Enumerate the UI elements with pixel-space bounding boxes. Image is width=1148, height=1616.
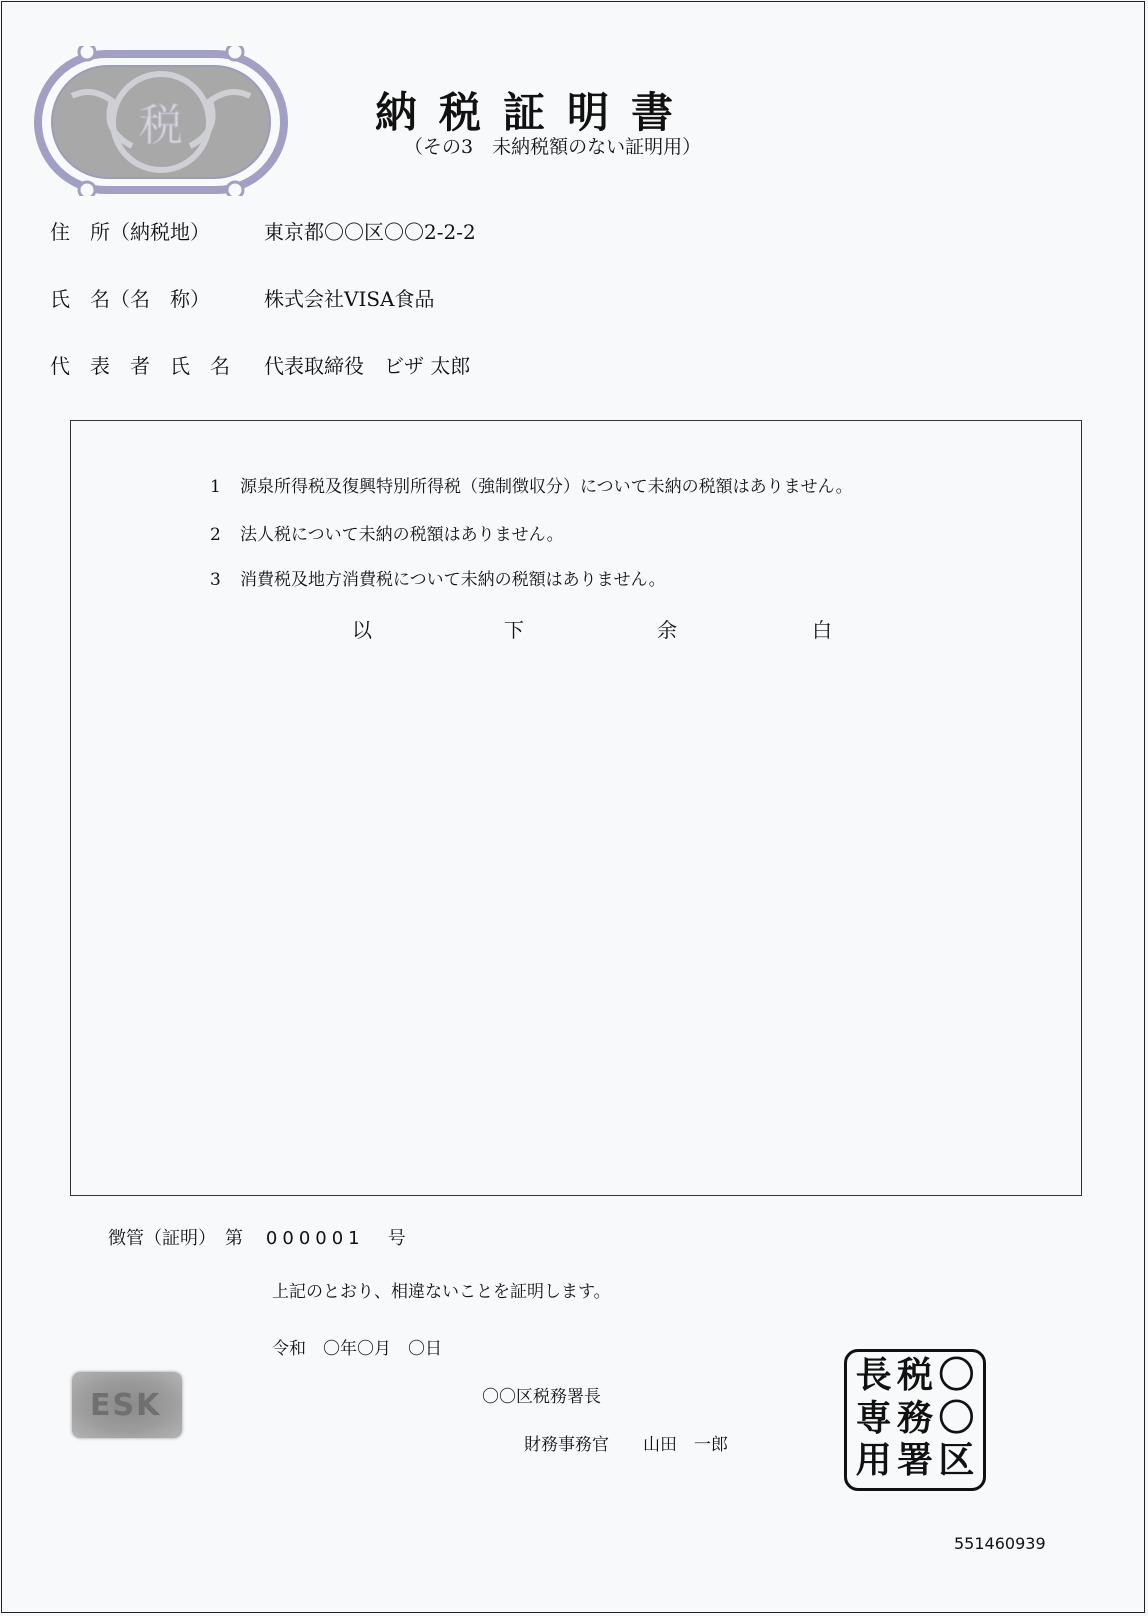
remainder-char: 以 [352,618,372,642]
official-stamp [844,1349,986,1491]
remainder-char: 下 [504,618,524,642]
certificate-number-suffix: 号 [387,1228,406,1249]
statement-text: 消費税及地方消費税について未納の税額はありません。 [240,570,666,590]
certificate-number-line [108,1224,406,1250]
statement-text: 源泉所得税及復興特別所得税（強制徴収分）について未納の税額はありません。 [240,477,853,497]
document-subtitle: （その3 未納税額のない証明用） [404,136,702,158]
hologram-seal-text: ESK [90,1388,162,1423]
stamp-char: 専 [855,1397,892,1439]
stamp-char: 税 [896,1355,933,1396]
stamp-char: 長 [855,1355,892,1396]
statement-number: 1 [210,477,221,497]
tax-emblem-icon [32,46,290,196]
statement-item [210,520,564,545]
representative-value: 代表取締役 ビザ 太郎 [264,354,471,378]
stamp-char: 務 [896,1397,933,1439]
address-label: 住 所（納税地） [50,220,210,244]
hologram-seal [72,1372,182,1438]
certificate-page [1,1,1145,1613]
emblem-char: 税 [139,100,183,151]
statement-number: 2 [210,525,221,545]
attestation-text: 上記のとおり、相違ないことを証明します。 [272,1282,611,1302]
stamp-char: 署 [896,1440,933,1482]
tax-emblem [32,46,290,196]
stamp-char: 区 [938,1440,975,1482]
statement-item [210,565,666,590]
document-title: 納税証明書 [375,88,696,137]
statement-item [210,472,853,497]
statement-number: 3 [210,570,221,590]
address-value: 東京都〇〇区〇〇2-2-2 [264,220,476,244]
issue-date: 令和 〇年〇月 〇日 [272,1339,442,1359]
statement-text: 法人税について未納の税額はありません。 [240,525,564,545]
stamp-char: 〇 [938,1397,975,1439]
name-label: 氏 名（名 称） [50,287,210,311]
issuing-office: 〇〇区税務署長 [482,1387,601,1407]
stamp-char: 用 [855,1440,892,1482]
remainder-char: 白 [812,618,832,642]
certificate-number: 000001 [265,1228,365,1249]
stamp-char: 〇 [938,1355,975,1396]
serial-number: 551460939 [954,1534,1046,1553]
certificate-number-prefix: 徴管（証明） 第 [108,1228,243,1249]
remainder-char: 余 [657,618,677,642]
representative-label: 代 表 者 氏 名 [50,354,230,378]
issuing-officer: 財務事務官 山田 一郎 [524,1435,728,1455]
name-value: 株式会社VISA食品 [264,287,435,311]
